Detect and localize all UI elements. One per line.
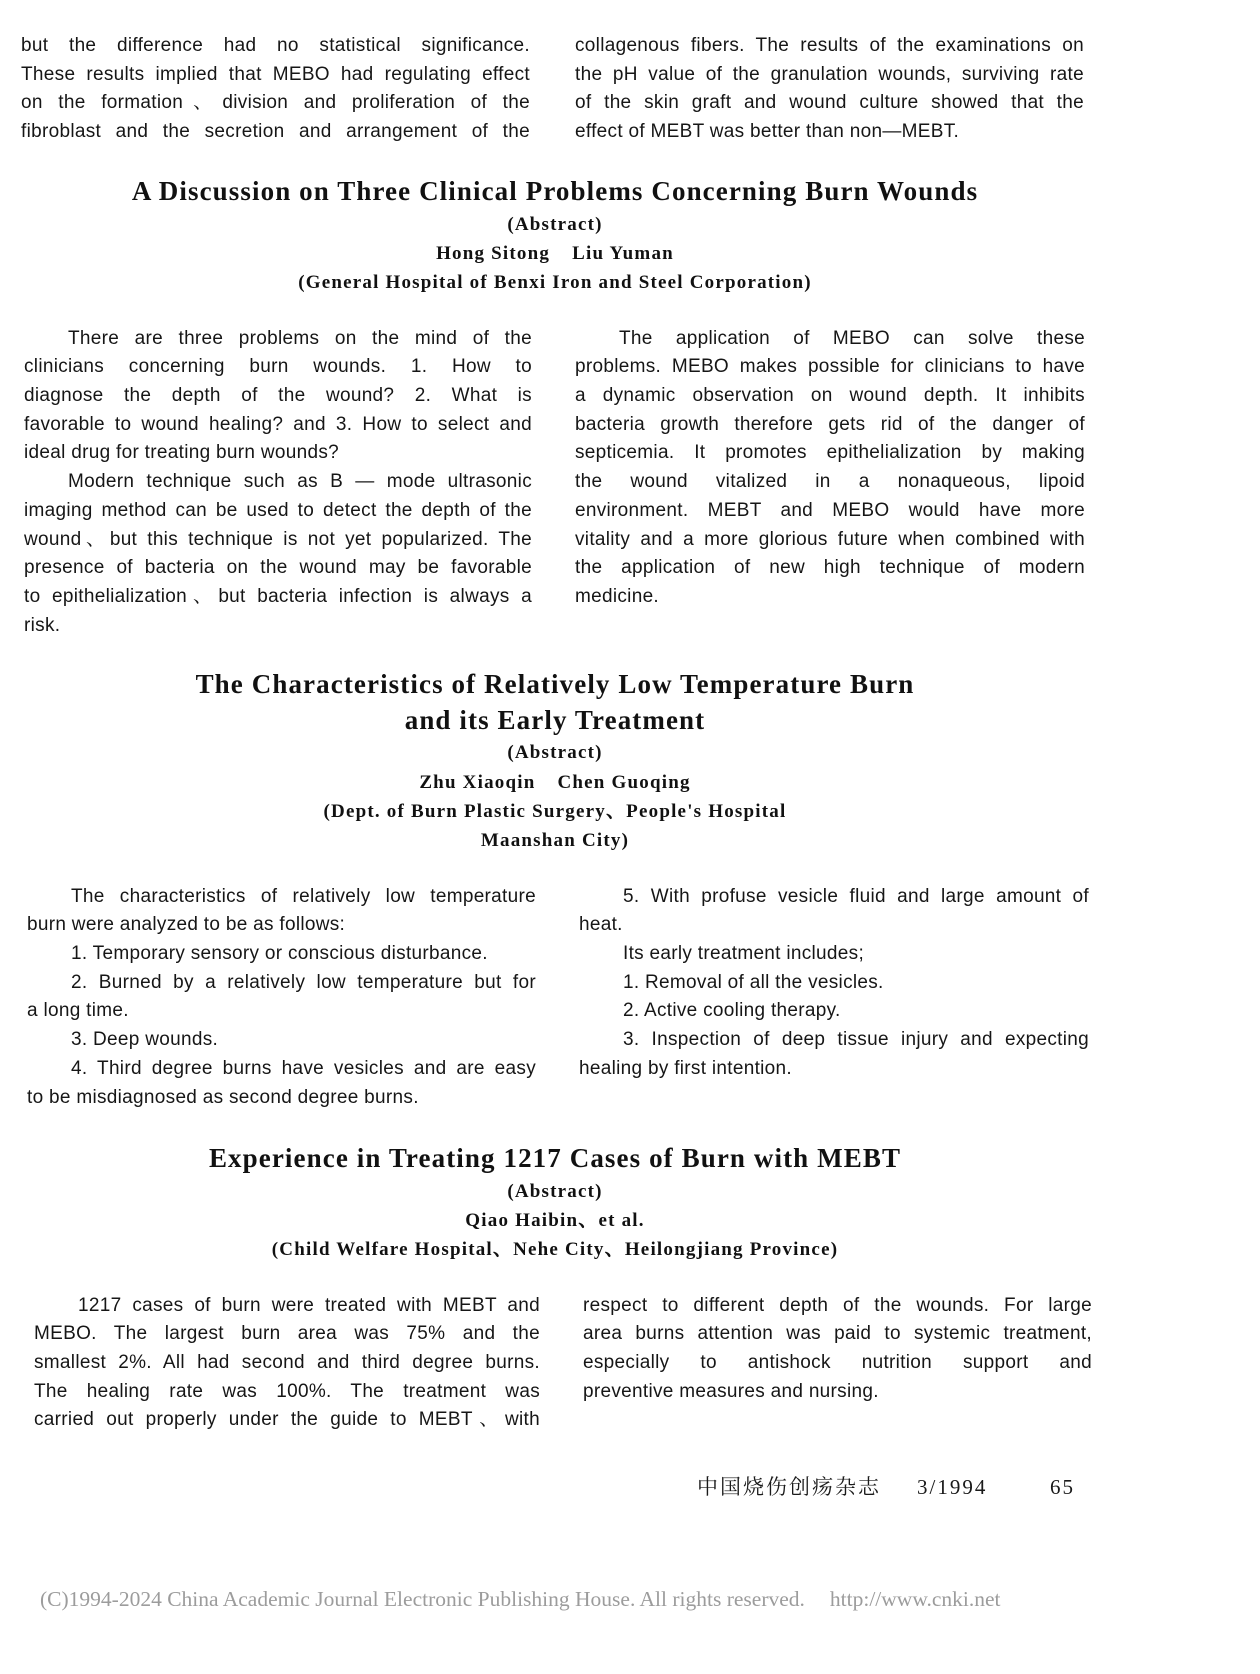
text-line: ideal drug for treating burn wounds? — [24, 442, 339, 464]
text-line: environment. MEBT and MEBO would have more — [575, 499, 1085, 521]
text-line: 1. Removal of all the vesicles. — [623, 971, 884, 993]
abstract-label: (Abstract) — [507, 1180, 603, 1202]
text-line: There are three problems on the mind of the — [68, 327, 532, 349]
list-item — [27, 1055, 536, 1112]
paragraph — [21, 32, 530, 147]
text-line: carried out properly under the guide to MEBT、with — [34, 1409, 540, 1431]
author-name: Chen Guoqing — [557, 771, 691, 793]
left-column — [24, 325, 532, 641]
text-line: wound、but this technique is not yet popularized. The — [24, 528, 532, 550]
paragraph — [34, 1292, 540, 1436]
text-line: medicine. — [575, 585, 660, 607]
article-body — [0, 883, 1120, 1113]
list-item — [579, 883, 1089, 940]
text-line: fibroblast and the secretion and arrangement of the — [21, 121, 530, 143]
author-list — [0, 239, 1110, 268]
text-line: healing by first intention. — [579, 1057, 792, 1079]
text-line: to be misdiagnosed as second degree burns. — [27, 1086, 419, 1108]
page-number: 65 — [1050, 1475, 1075, 1499]
footer-issue: 3/1994 — [917, 1475, 988, 1499]
text-line: 2. Burned by a relatively low temperature but for — [71, 971, 536, 993]
text-line: risk. — [24, 614, 61, 636]
title-line: A Discussion on Three Clinical Problems Concerning Burn Wounds — [131, 176, 979, 206]
author-name: Hong Sitong — [436, 243, 551, 264]
list-item — [27, 1026, 536, 1055]
text-line: diagnose the depth of the wound? 2. What is — [24, 385, 532, 406]
right-column — [575, 32, 1084, 147]
paragraph — [575, 325, 1085, 612]
affiliation-line: (Dept. of Burn Plastic Surgery、People's Hospital — [323, 801, 787, 822]
affiliation-line: (General Hospital of Benxi Iron and Steel Corporation) — [298, 272, 812, 294]
text-line: The application of MEBO can solve these — [619, 327, 1085, 349]
article-header — [0, 667, 1110, 856]
title-line: Experience in Treating 1217 Cases of Burn with MEBT — [208, 1143, 902, 1173]
text-line: to epithelialization、but bacteria infection is always a — [24, 585, 532, 607]
article-title — [0, 1141, 1110, 1177]
text-line: heat. — [579, 914, 623, 936]
abstract-article — [0, 1141, 1120, 1435]
list-item — [579, 1026, 1089, 1083]
text-line: septicemia. It promotes epithelialization by making — [575, 442, 1085, 464]
paragraph — [583, 1292, 1092, 1407]
paragraph — [579, 940, 1089, 969]
text-line: on the formation、division and proliferation of the — [21, 92, 530, 114]
author-name: Zhu Xiaoqin — [419, 771, 536, 793]
text-line: preventive measures and nursing. — [583, 1380, 879, 1402]
article-header — [0, 1141, 1110, 1265]
text-line: 1217 cases of burn were treated with MEBT and — [78, 1294, 540, 1316]
list-item — [27, 969, 536, 1026]
text-line: imaging method can be used to detect the depth of the — [24, 499, 532, 521]
article-body — [0, 1292, 1120, 1436]
page-footer — [0, 1473, 1260, 1501]
text-line: favorable to wound healing? and 3. How to select and — [24, 413, 532, 435]
text-line: respect to different depth of the wounds. For large — [583, 1294, 1092, 1316]
text-line: burn were analyzed to be as follows: — [27, 914, 346, 936]
text-line: but the difference had no statistical significance. — [21, 35, 530, 56]
watermark-url: http://www.cnki.net — [829, 1587, 1001, 1611]
text-line: smallest 2%. All had second and third degree burns. — [34, 1352, 540, 1373]
text-line: Its early treatment includes; — [623, 943, 865, 964]
title-line: and its Early Treatment — [404, 704, 706, 735]
author-list — [0, 1206, 1110, 1235]
text-line: the application of new high technique of modern — [575, 557, 1085, 579]
right-column — [575, 325, 1085, 641]
text-line: the pH value of the granulation wounds, surviving rate — [575, 63, 1084, 85]
abstract-article — [0, 667, 1120, 1112]
text-line: Modern technique such as B — mode ultrasonic — [68, 471, 532, 493]
list-item — [579, 969, 1089, 998]
title-line: The Characteristics of Relatively Low Temperature Burn — [195, 669, 915, 699]
text-line: clinicians concerning burn wounds. 1. How to — [24, 356, 532, 378]
continued-text — [21, 32, 1084, 147]
text-line: vitality and a more glorious future when combined with — [575, 528, 1085, 550]
footer-journal-name: 中国烧伤创疡杂志 — [697, 1475, 881, 1499]
paragraph — [27, 883, 536, 940]
paragraph — [24, 325, 532, 469]
text-line: 5. With profuse vesicle fluid and large amount of — [623, 885, 1089, 907]
abstract-label: (Abstract) — [507, 742, 603, 764]
affiliation-line: Maanshan City) — [480, 830, 630, 852]
abstract-label: (Abstract) — [507, 213, 603, 235]
abstract-article — [0, 174, 1120, 640]
right-column — [579, 883, 1089, 1113]
affiliation — [0, 1235, 1110, 1264]
text-line: The healing rate was 100%. The treatment was — [34, 1380, 540, 1402]
text-line: MEBO. The largest burn area was 75% and the — [34, 1323, 540, 1345]
right-column — [583, 1292, 1092, 1436]
text-line: The characteristics of relatively low temperature — [71, 885, 536, 907]
affiliation — [0, 268, 1110, 297]
text-line: 4. Third degree burns have vesicles and are easy — [71, 1057, 536, 1079]
affiliation-line: (Child Welfare Hospital、Nehe City、Heilongjiang Province) — [271, 1239, 839, 1261]
text-line: a long time. — [27, 1000, 129, 1022]
text-line: 1. Temporary sensory or conscious disturbance. — [71, 943, 488, 964]
author-name: Qiao Haibin、et al. — [465, 1210, 645, 1231]
text-line: 3. Deep wounds. — [71, 1029, 219, 1051]
article-title — [0, 667, 1110, 738]
left-column — [34, 1292, 540, 1436]
left-column — [21, 32, 530, 147]
text-line: area burns attention was paid to systemic treatment, — [583, 1323, 1092, 1345]
list-item — [27, 940, 536, 969]
author-name: Liu Yuman — [572, 243, 674, 264]
text-line: effect of MEBT was better than non—MEBT. — [575, 121, 960, 143]
text-line: presence of bacteria on the wound may be favorable — [24, 557, 532, 579]
text-line: collagenous fibers. The results of the examinations on — [575, 35, 1084, 56]
paragraph — [24, 468, 532, 640]
text-line: 2. Active cooling therapy. — [623, 1000, 841, 1022]
text-line: These results implied that MEBO had regulating effect — [21, 63, 530, 85]
copyright-watermark — [40, 1586, 1001, 1612]
article-body — [0, 325, 1120, 641]
left-column — [27, 883, 536, 1113]
author-list — [0, 768, 1110, 797]
paragraph — [575, 32, 1084, 147]
copyright-text: (C)1994-2024 China Academic Journal Electronic Publishing House. All rights reserved. — [40, 1587, 805, 1611]
text-line: of the skin graft and wound culture showed that the — [575, 92, 1084, 114]
text-line: problems. MEBO makes possible for clinicians to have — [575, 356, 1085, 378]
text-line: 3. Inspection of deep tissue injury and expecting — [623, 1029, 1089, 1051]
list-item — [579, 997, 1089, 1026]
text-line: especially to antishock nutrition support and — [583, 1352, 1092, 1373]
text-line: a dynamic observation on wound depth. It inhibits — [575, 385, 1085, 406]
article-header — [0, 174, 1110, 298]
article-title — [0, 174, 1110, 210]
text-line: bacteria growth therefore gets rid of the danger of — [575, 413, 1085, 435]
text-line: the wound vitalized in a nonaqueous, lipoid — [575, 471, 1085, 493]
affiliation — [0, 797, 1110, 856]
